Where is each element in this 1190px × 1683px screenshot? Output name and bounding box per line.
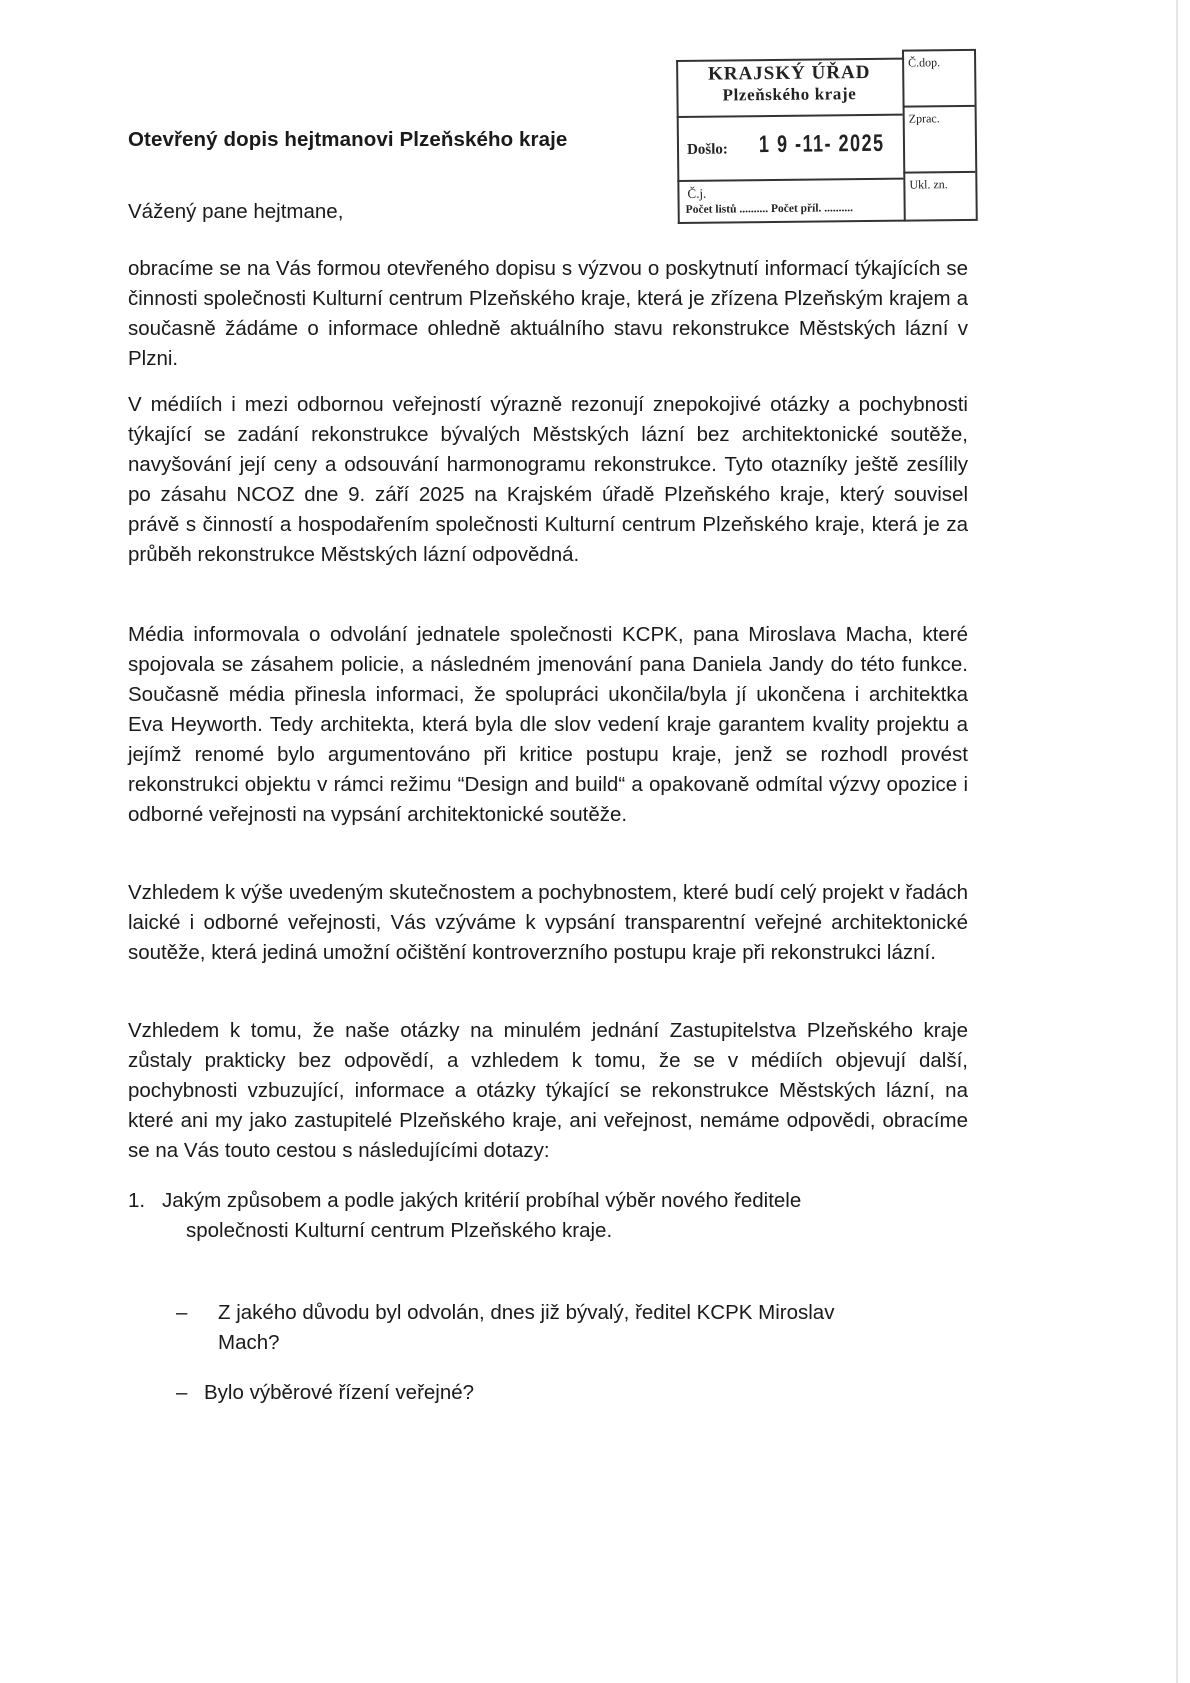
sub-question-dash: – — [176, 1381, 188, 1404]
stamp-side-label: Č.dop. — [908, 55, 941, 70]
stamp-ref-label: Č.j. — [687, 185, 707, 201]
question-text: Jakým způsobem a podle jakých kritérií probíhal výběr nového ředitele — [162, 1189, 802, 1212]
question-text-continued: společnosti Kulturní centrum Plzeňského kraje. — [186, 1219, 613, 1242]
stamp-side-label: Zprac. — [908, 111, 940, 126]
sub-question-text: Bylo výběrové řízení veřejné? — [204, 1381, 475, 1404]
stamp-counts: Počet listů .......... Počet příl. .......... — [685, 202, 854, 216]
stamp-office-region: Plzeňského kraje — [722, 84, 857, 105]
sub-question-text: Z jakého důvodu byl odvolán, dnes již bývalý, ředitel KCPK Miroslav — [218, 1301, 835, 1324]
stamp-office-name: KRAJSKÝ ÚŘAD — [707, 61, 871, 85]
stamp-received-date: 1 9 -11- 2025 — [758, 129, 885, 159]
receipt-stamp — [676, 49, 976, 224]
paragraph: Média informovala o odvolání jednatele společnosti KCPK, pana Miroslava Macha, které spojovala se zásahem policie, a následném jmenování pana Daniela Jandy do této funkce. Současně média přinesla informaci, že spolupráci ukončila/byla jí ukončena i architektka Eva Heyworth. Tedy architekta, která byla dle slov vedení kraje garantem kvality projektu a jejímž renomé bylo argumentováno při kritice postupu kraje, jenž se rozhodl provést rekonstrukci objektu v rámci režimu “Design and build“ a opakovaně odmítal výzvy opozice i odborné veřejnosti na vypsání architektonické soutěže. — [128, 623, 968, 826]
paragraph: Vzhledem k tomu, že naše otázky na minulém jednání Zastupitelstva Plzeňského kraje zůstaly prakticky bez odpovědí, a vzhledem k tomu, že se v médiích objevují další, pochybnosti vzbuzující, informace a otázky týkající se rekonstrukce Městských lázní, na které ani my jako zastupitelé Plzeňského kraje, ani veřejnost, nemáme odpovědi, obracíme se na Vás touto cestou s následujícími dotazy: — [128, 1019, 968, 1162]
paragraph: Vzhledem k výše uvedeným skutečnostem a pochybnostem, které budí celý projekt v řadách laické i odborné veřejnosti, Vás vzýváme k vypsání transparentní veřejné architektonické soutěže, která jediná umožní očištění kontroverzního postupu kraje při rekonstrukci lázní. — [128, 881, 968, 964]
stamp-side-label: Ukl. zn. — [909, 177, 948, 192]
page-edge — [1176, 0, 1178, 1683]
sub-question-dash: – — [176, 1301, 188, 1324]
paragraph: V médiích i mezi odbornou veřejností výrazně rezonují znepokojivé otázky a pochybnosti týkající se zadání rekonstrukce bývalých Městských lázní bez architektonické soutěže, navyšování její ceny a odsouvání harmonogramu rekonstrukce. Tyto otazníky ještě zesílily po zásahu NCOZ dne 9. září 2025 na Krajském úřadě Plzeňského kraje, který souvisel právě s činností a hospodařením společnosti Kulturní centrum Plzeňského kraje, která je za průběh rekonstrukce Městských lázní odpovědná. — [128, 393, 968, 566]
question-number: 1. — [128, 1189, 146, 1212]
salutation: Vážený pane hejtmane, — [128, 200, 344, 223]
letter-title: Otevřený dopis hejtmanovi Plzeňského kraje — [128, 128, 568, 151]
sub-question-text-continued: Mach? — [218, 1331, 280, 1354]
stamp-side-box — [902, 49, 978, 222]
stamp-received-label: Došlo: — [686, 141, 728, 158]
paragraph: obracíme se na Vás formou otevřeného dopisu s výzvou o poskytnutí informací týkajících se činnosti společnosti Kulturní centrum Plzeňského kraje, která je zřízena Plzeňským krajem a současně žádáme o informace ohledně aktuálního stavu rekonstrukce Městských lázní v Plzni. — [128, 257, 968, 370]
